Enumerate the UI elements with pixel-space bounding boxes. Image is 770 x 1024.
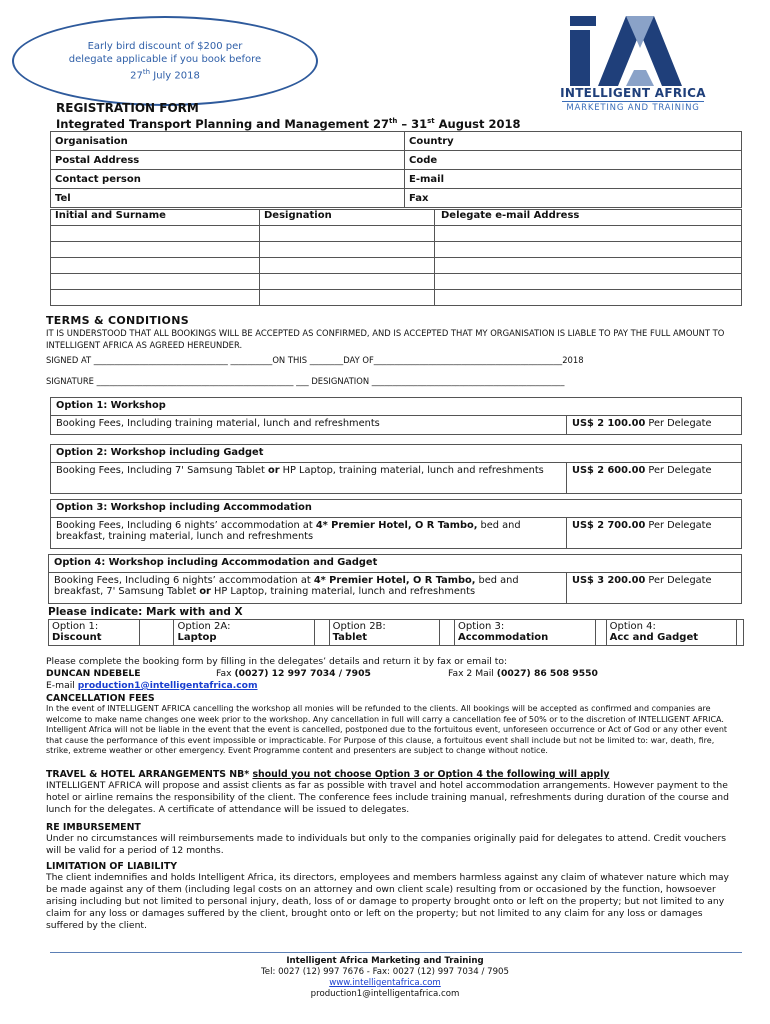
terms-text: IT IS UNDERSTOOD THAT ALL BOOKINGS WILL BE ACCEPTED AS CONFIRMED, AND IS ACCEPTED THAT MY ORGANISATION IS LIABLE TO PAY THE FULL AMOUNT TO INTELLIGENT AFRICA AS AGREED HEREUNDER. [46,328,725,350]
delegate-name-cell[interactable] [51,274,260,290]
footer-website-link[interactable]: www.intelligentafrica.com [329,978,441,988]
travel-section [46,769,740,816]
delegate-designation-cell[interactable] [260,258,435,274]
option-3-price: US$ 2 700.00 Per Delegate [567,518,742,549]
option-4-table [48,554,742,604]
contact-fax: Fax (0027) 12 997 7034 / 7905 [216,668,371,679]
option-2-price: US$ 2 600.00 Per Delegate [567,463,742,494]
option-2-title: Option 2: Workshop including Gadget [51,445,742,463]
delegate-designation-cell[interactable] [260,226,435,242]
table-row [51,258,742,274]
logo-wordmark [548,86,718,113]
option-4-title: Option 4: Workshop including Accommodation and Gadget [49,555,742,573]
option-3-description: Booking Fees, Including 6 nights’ accommodation at 4* Premier Hotel, O R Tambo, bed and breakfast, training material, lunch and refreshments [51,518,567,549]
signature-line[interactable]: SIGNATURE _______________________________________________ ___ DESIGNATION ______________________________________________ [46,376,565,386]
contact-block [46,656,746,692]
table-row [51,132,742,151]
indicate-heading: Please indicate: Mark with and X [48,606,243,618]
option-4-description: Booking Fees, Including 6 nights’ accommodation at 4* Premier Hotel, O R Tambo, bed and breakfast, 7' Samsung Tablet or HP Laptop, training material, lunch and refreshments [49,573,567,604]
delegate-designation-cell[interactable] [260,274,435,290]
option-3-table [50,499,742,549]
reimbursement-section [46,822,740,857]
option-selection-table [48,619,744,646]
cancellation-heading: CANCELLATION FEES [46,693,155,704]
table-row [51,170,742,189]
delegate-name-cell[interactable] [51,290,260,306]
delegate-email-cell[interactable] [435,242,742,258]
option-2b-label: Option 2B: Tablet [329,620,439,646]
country-field[interactable]: Country [405,132,742,151]
contact-person-field[interactable]: Contact person [51,170,405,189]
footer-divider [50,952,742,953]
option-2b-checkbox[interactable] [440,620,455,646]
option-2a-checkbox[interactable] [314,620,329,646]
promo-line-3: 27th July 2018 [130,67,200,82]
reimbursement-heading: RE IMBURSEMENT [46,822,141,833]
liability-text: The client indemnifies and holds Intelligent Africa, its directors, employees and members harmless against any claim of whatever nature which may be made against any of them (including legal costs on an attorney and own client scale) resulting from or occasioned by the function, howsoever arising including but not limited to personal injury, death, loss of or damage to property brought onto or left on the property; but not limited to any claim for any loss or damages suffered by the client, brought onto or left on the property; but not limited to any claim for any loss or damages suffered by the client. [46,872,729,931]
contact-name: DUNCAN NDEBELE [46,668,141,679]
table-row [51,226,742,242]
travel-text: INTELLIGENT AFRICA will propose and assist clients as far as possible with travel and hotel accommodation arrangements. However payment to the hotel or airline remains the responsibility of the client. The conference fees include training manual, refreshments during duration of the course and lunch for the delegates. A certificate of attendance will be issued to delegates. [46,780,729,815]
option-2-table [50,444,742,494]
footer-email: production1@intelligentafrica.com [310,989,460,999]
tel-field[interactable]: Tel [51,189,405,208]
option-4-label: Option 4: Acc and Gadget [606,620,736,646]
option-3-label: Option 3: Accommodation [455,620,596,646]
delegate-designation-cell[interactable] [260,242,435,258]
table-row [51,290,742,306]
footer [0,956,770,1000]
delegate-email-cell[interactable] [435,226,742,242]
delegate-email-cell[interactable] [435,274,742,290]
option-1-table [50,397,742,435]
promo-line-2: delegate applicable if you book before [68,53,262,65]
travel-heading: TRAVEL & HOTEL ARRANGEMENTS NB* should you not choose Option 3 or Option 4 the following will apply [46,769,610,780]
table-row [49,620,744,646]
early-bird-callout [12,16,318,106]
col-header-designation: Designation [260,210,435,226]
delegate-name-cell[interactable] [51,226,260,242]
option-1-checkbox[interactable] [139,620,174,646]
option-1-title: Option 1: Workshop [51,398,742,416]
fax-field[interactable]: Fax [405,189,742,208]
footer-tel: Tel: 0027 (12) 997 7676 - Fax: 0027 (12) 997 7034 / 7905 [261,967,509,977]
delegates-table [50,209,742,306]
contact-email: E-mail production1@intelligentafrica.com [46,680,258,691]
option-3-checkbox[interactable] [595,620,606,646]
option-2-description: Booking Fees, Including 7' Samsung Tablet or HP Laptop, training material, lunch and refreshments [51,463,567,494]
logo-name: INTELLIGENT AFRICA [560,86,706,100]
option-4-checkbox[interactable] [737,620,744,646]
table-row [51,189,742,208]
footer-company: Intelligent Africa Marketing and Training [286,956,484,966]
col-header-email: Delegate e-mail Address [435,210,742,226]
option-3-title: Option 3: Workshop including Accommodation [51,500,742,518]
delegate-email-cell[interactable] [435,290,742,306]
reimbursement-text: Under no circumstances will reimbursements made to individuals but only to the companies originally paid for delegates to attend. Credit vouchers will be valid for a period of 12 months. [46,833,727,856]
table-row [51,242,742,258]
form-title: REGISTRATION FORM [56,101,199,115]
delegate-email-cell[interactable] [435,258,742,274]
email-field[interactable]: E-mail [405,170,742,189]
col-header-name: Initial and Surname [51,210,260,226]
cancellation-section [46,693,736,757]
table-row [51,274,742,290]
signed-at-line[interactable]: SIGNED AT ________________________________ __________ON THIS ________DAY OF_____________________________________________2018 [46,355,584,365]
promo-line-1: Early bird discount of $200 per [87,40,243,52]
liability-heading: LIMITATION OF LIABILITY [46,861,178,872]
table-header-row [51,210,742,226]
organisation-field[interactable]: Organisation [51,132,405,151]
option-2a-label: Option 2A: Laptop [174,620,314,646]
postal-address-field[interactable]: Postal Address [51,151,405,170]
delegate-designation-cell[interactable] [260,290,435,306]
option-1-price: US$ 2 100.00 Per Delegate [567,416,742,435]
table-row [51,151,742,170]
option-4-price: US$ 3 200.00 Per Delegate [567,573,742,604]
contact-fax2mail: Fax 2 Mail (0027) 86 508 9550 [448,668,598,679]
terms-heading: TERMS & CONDITIONS [46,314,189,327]
contact-email-link[interactable]: production1@intelligentafrica.com [77,680,258,691]
option-1-label: Option 1: Discount [49,620,140,646]
option-1-description: Booking Fees, Including training material, lunch and refreshments [51,416,567,435]
logo-tagline: MARKETING AND TRAINING [562,101,704,113]
delegate-name-cell[interactable] [51,242,260,258]
cancellation-text: In the event of INTELLIGENT AFRICA cancelling the workshop all monies will be refunded to the clients. All bookings will be accepted as confirmed and companies are welcome to make name changes one week prior to the workshop. Any cancellation in full will carry a cancellation fee of 50% or to the discretion of INTELLIGENT AFRICA. Intelligent Africa will not be liable in the event that the event is cancelled, postponed due to the fortuitous event, unforeseen occurrence or Act of God or any other event that cause the performance of this event impossible or impracticable. For Purpose of this clause, a fortuitous event shall include but not be limited to: war, death, fire, strike, extreme weather or other emergency. Event Programme content and presenters are subject to change without notice. [46,704,728,755]
organisation-details-table [50,131,742,208]
code-field[interactable]: Code [405,151,742,170]
delegate-name-cell[interactable] [51,258,260,274]
event-title: Integrated Transport Planning and Management 27th – 31st August 2018 [56,117,521,131]
contact-intro: Please complete the booking form by filling in the delegates’ details and return it by fax or email to: [46,656,508,667]
liability-section [46,861,740,932]
